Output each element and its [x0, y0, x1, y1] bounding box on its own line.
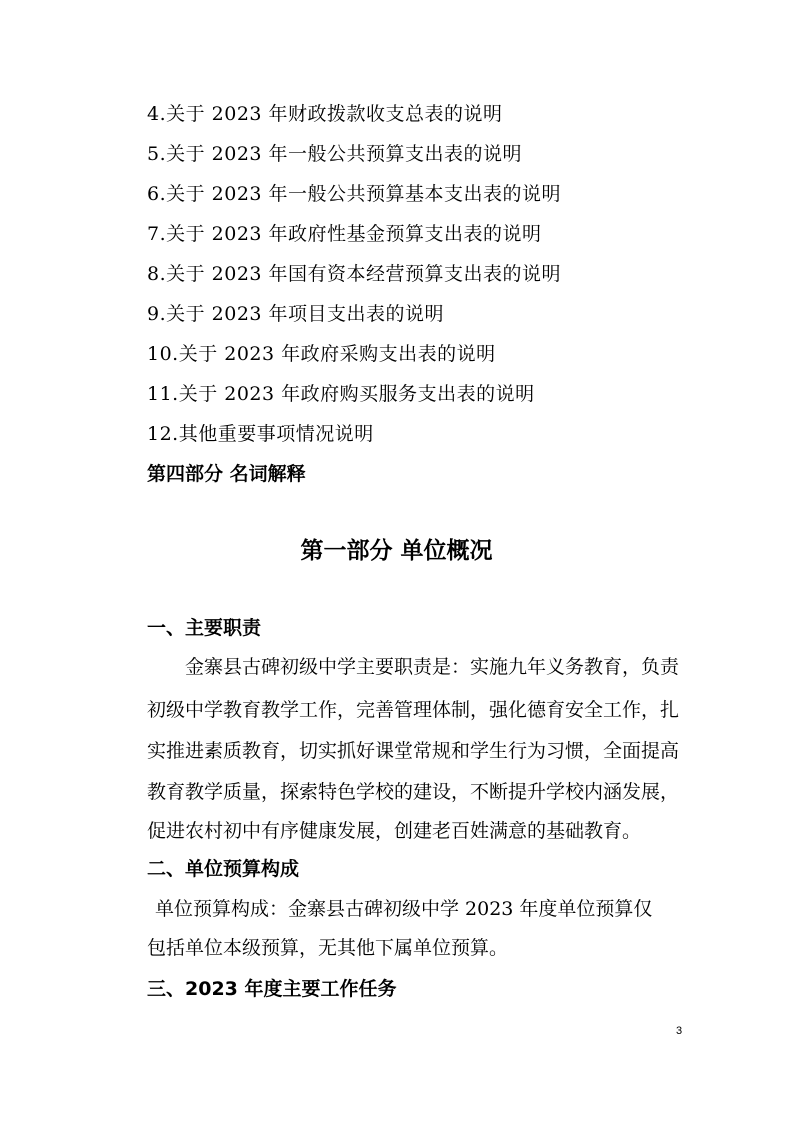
- heading-budget-composition: 二、单位预算构成: [147, 858, 300, 880]
- section-title: 第一部分 单位概况: [300, 538, 493, 564]
- paragraph-line: 初级中学教育教学工作，完善管理体制，强化德育安全工作，扎: [147, 699, 680, 721]
- page-number: 3: [676, 1025, 683, 1037]
- paragraph-line: 单位预算构成：金寨县古碑初级中学 2023 年度单位预算仅: [155, 898, 653, 920]
- toc-item-9: 9.关于 2023 年项目支出表的说明: [147, 303, 445, 325]
- paragraph-line: 包括单位本级预算，无其他下属单位预算。: [147, 937, 509, 959]
- paragraph-line: 实推进素质教育，切实抓好课堂常规和学生行为习惯，全面提高: [147, 740, 680, 762]
- toc-part-four: 第四部分 名词解释: [147, 463, 306, 485]
- toc-item-10: 10.关于 2023 年政府采购支出表的说明: [147, 343, 496, 365]
- toc-item-11: 11.关于 2023 年政府购买服务支出表的说明: [147, 383, 535, 405]
- heading-main-duties: 一、主要职责: [147, 617, 262, 639]
- toc-item-7: 7.关于 2023 年政府性基金预算支出表的说明: [147, 223, 542, 245]
- toc-item-6: 6.关于 2023 年一般公共预算基本支出表的说明: [147, 183, 562, 205]
- paragraph-line: 金寨县古碑初级中学主要职责是：实施九年义务教育，负责: [185, 656, 680, 678]
- toc-item-4: 4.关于 2023 年财政拨款收支总表的说明: [147, 103, 503, 125]
- heading-main-tasks: 三、2023 年度主要工作任务: [147, 978, 397, 1000]
- toc-item-12: 12.其他重要事项情况说明: [147, 423, 374, 445]
- toc-item-5: 5.关于 2023 年一般公共预算支出表的说明: [147, 143, 523, 165]
- paragraph-line: 教育教学质量，探索特色学校的建设，不断提升学校内涵发展，: [147, 781, 680, 803]
- toc-item-8: 8.关于 2023 年国有资本经营预算支出表的说明: [147, 263, 562, 285]
- paragraph-line: 促进农村初中有序健康发展，创建老百姓满意的基础教育。: [147, 820, 642, 842]
